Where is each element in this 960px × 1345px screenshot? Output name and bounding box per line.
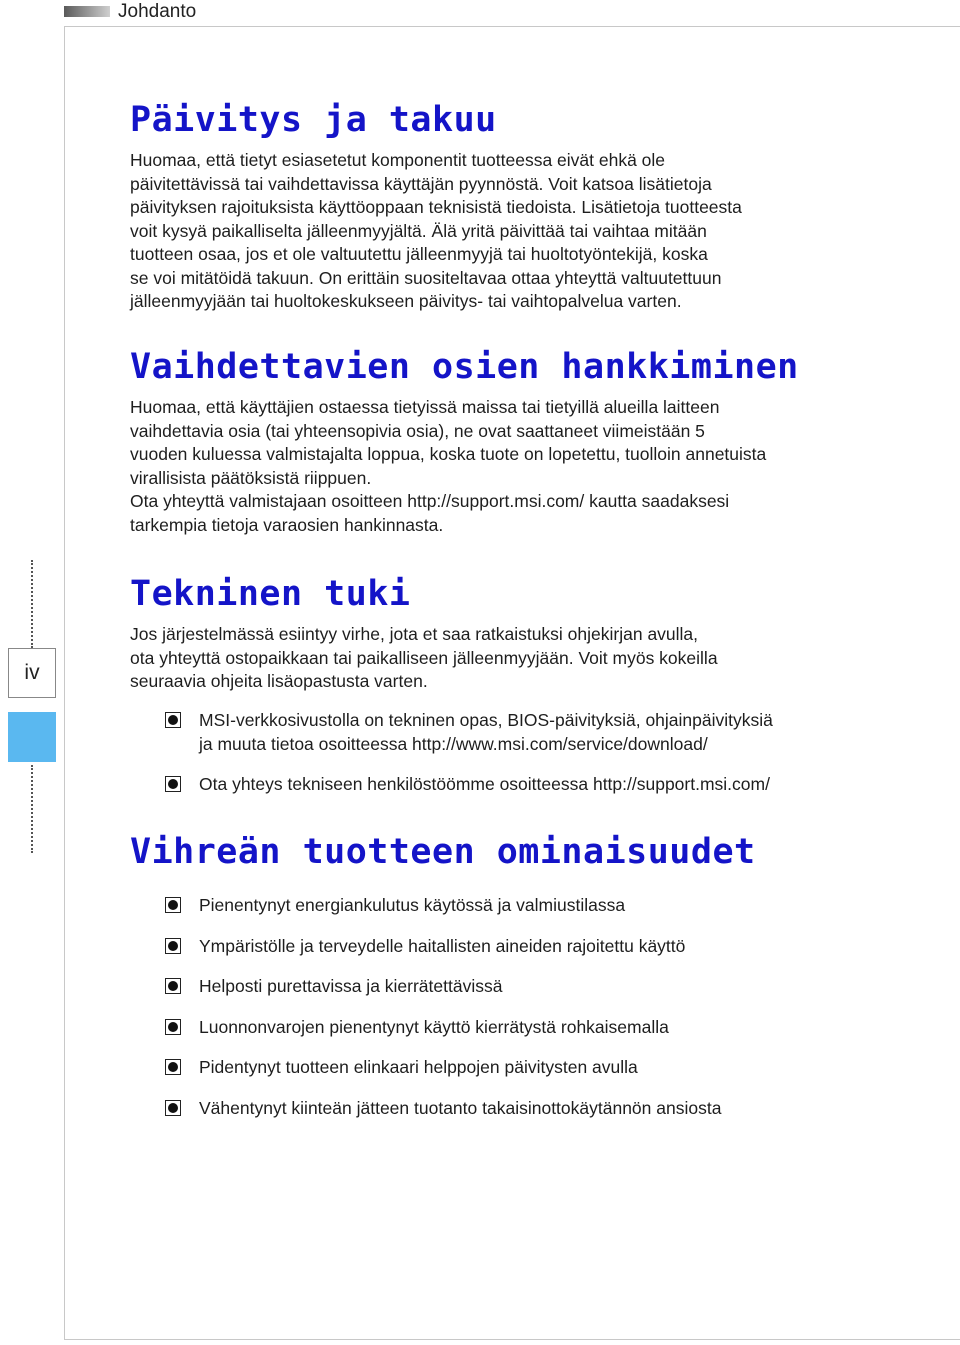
paragraph-line: Huomaa, että käyttäjien ostaessa tietyissä maissa tai tietyillä alueilla laitteen	[130, 397, 720, 417]
list-item	[165, 894, 865, 918]
side-divider-top	[31, 560, 33, 648]
list-item-text: Pienentynyt energiankulutus käytössä ja valmiustilassa	[199, 895, 626, 915]
list-item	[165, 1056, 865, 1080]
list-item	[165, 1016, 865, 1040]
paragraph-line: Jos järjestelmässä esiintyy virhe, jota et saa ratkaistuksi ohjekirjan avulla,	[130, 624, 699, 644]
list-item	[165, 975, 865, 999]
section-title: Tekninen tuki	[130, 574, 411, 614]
side-divider-bottom	[31, 765, 33, 853]
paragraph-line: jälleenmyyjään tai huoltokeskukseen päivitys- tai vaihtopalvelua varten.	[130, 291, 682, 311]
list-item-text: Vähentynyt kiinteän jätteen tuotanto takaisinottokäytännön ansiosta	[199, 1097, 722, 1118]
section-technical-support	[130, 574, 850, 694]
page-header	[0, 0, 960, 24]
section-title: Vaihdettavien osien hankkiminen	[130, 347, 799, 387]
list-item	[165, 773, 865, 797]
section-title: Päivitys ja takuu	[130, 100, 497, 140]
chapter-title: Johdanto	[118, 1, 197, 22]
paragraph-line: Ota yhteyttä valmistajaan osoitteen http://support.msi.com/ kautta saadaksesi	[130, 491, 730, 511]
header-gradient-bar	[64, 6, 110, 17]
bullet-icon	[165, 776, 181, 792]
green-bullet-list	[165, 894, 865, 1120]
paragraph-line: se voi mitätöidä takuun. On erittäin suositeltavaa ottaa yhteyttä valtuutettuun	[130, 267, 722, 288]
list-item	[165, 709, 865, 756]
section-update-warranty	[130, 100, 850, 314]
list-item-text: ja muuta tietoa osoitteessa http://www.msi.com/service/download/	[199, 733, 708, 754]
paragraph-line: vaihdettavia osia (tai yhteensopivia osia), ne ovat saattaneet viimeistään 5	[130, 420, 705, 441]
list-item-text: Luonnonvarojen pienentynyt käyttö kierrätystä rohkaisemalla	[199, 1016, 669, 1037]
paragraph-line: päivitettävissä tai vaihdettavissa käyttäjän pyynnöstä. Voit katsoa lisätietoja	[130, 173, 712, 194]
paragraph-line: tarkempia tietoja varaosien hankinnasta.	[130, 514, 444, 535]
paragraph-line: päivityksen rajoituksista käyttöoppaan teknisistä tiedoista. Lisätietoja tuotteesta	[130, 197, 742, 217]
list-item-text: Helposti purettavissa ja kierrätettävissä	[199, 976, 503, 996]
support-bullet-list	[165, 709, 865, 797]
list-item-text: Ympäristölle ja terveydelle haitallisten aineiden rajoitettu käyttö	[199, 935, 686, 956]
bullet-icon	[165, 1100, 181, 1116]
paragraph-line: vuoden kuluessa valmistajalta loppua, koska tuote on lopetettu, tuolloin annetuista	[130, 444, 767, 464]
bullet-icon	[165, 978, 181, 994]
section-title: Vihreän tuotteen ominaisuudet	[130, 832, 756, 872]
paragraph-line: ota yhteyttä ostopaikkaan tai paikalliseen jälleenmyyjään. Voit myös kokeilla	[130, 647, 718, 668]
bullet-icon	[165, 1059, 181, 1075]
bullet-icon	[165, 712, 181, 728]
list-item-text: MSI-verkkosivustolla on tekninen opas, BIOS-päivityksiä, ohjainpäivityksiä	[199, 710, 773, 730]
list-item	[165, 935, 865, 959]
page-number: iv	[8, 648, 56, 698]
list-item-text: Ota yhteys tekniseen henkilöstöömme osoitteessa http://support.msi.com/	[199, 774, 770, 794]
list-item-text: Pidentynyt tuotteen elinkaari helppojen päivitysten avulla	[199, 1057, 638, 1077]
side-color-tab	[8, 712, 56, 762]
paragraph-line: tuotteen osaa, jos et ole valtuutettu jälleenmyyjä tai huoltotyöntekijä, koska	[130, 244, 708, 264]
bullet-icon	[165, 1019, 181, 1035]
paragraph-line: seuraavia ohjeita lisäopastusta varten.	[130, 671, 428, 691]
section-replacement-parts	[130, 347, 850, 537]
bullet-icon	[165, 897, 181, 913]
list-item	[165, 1097, 865, 1121]
bullet-icon	[165, 938, 181, 954]
paragraph-line: Huomaa, että tietyt esiasetetut komponentit tuotteessa eivät ehkä ole	[130, 150, 666, 170]
section-green-product	[130, 832, 850, 872]
paragraph-line: voit kysyä paikalliselta jälleenmyyjältä. Älä yritä päivittää tai vaihtaa mitään	[130, 220, 707, 241]
paragraph-line: virallisista päätöksistä riippuen.	[130, 467, 372, 488]
